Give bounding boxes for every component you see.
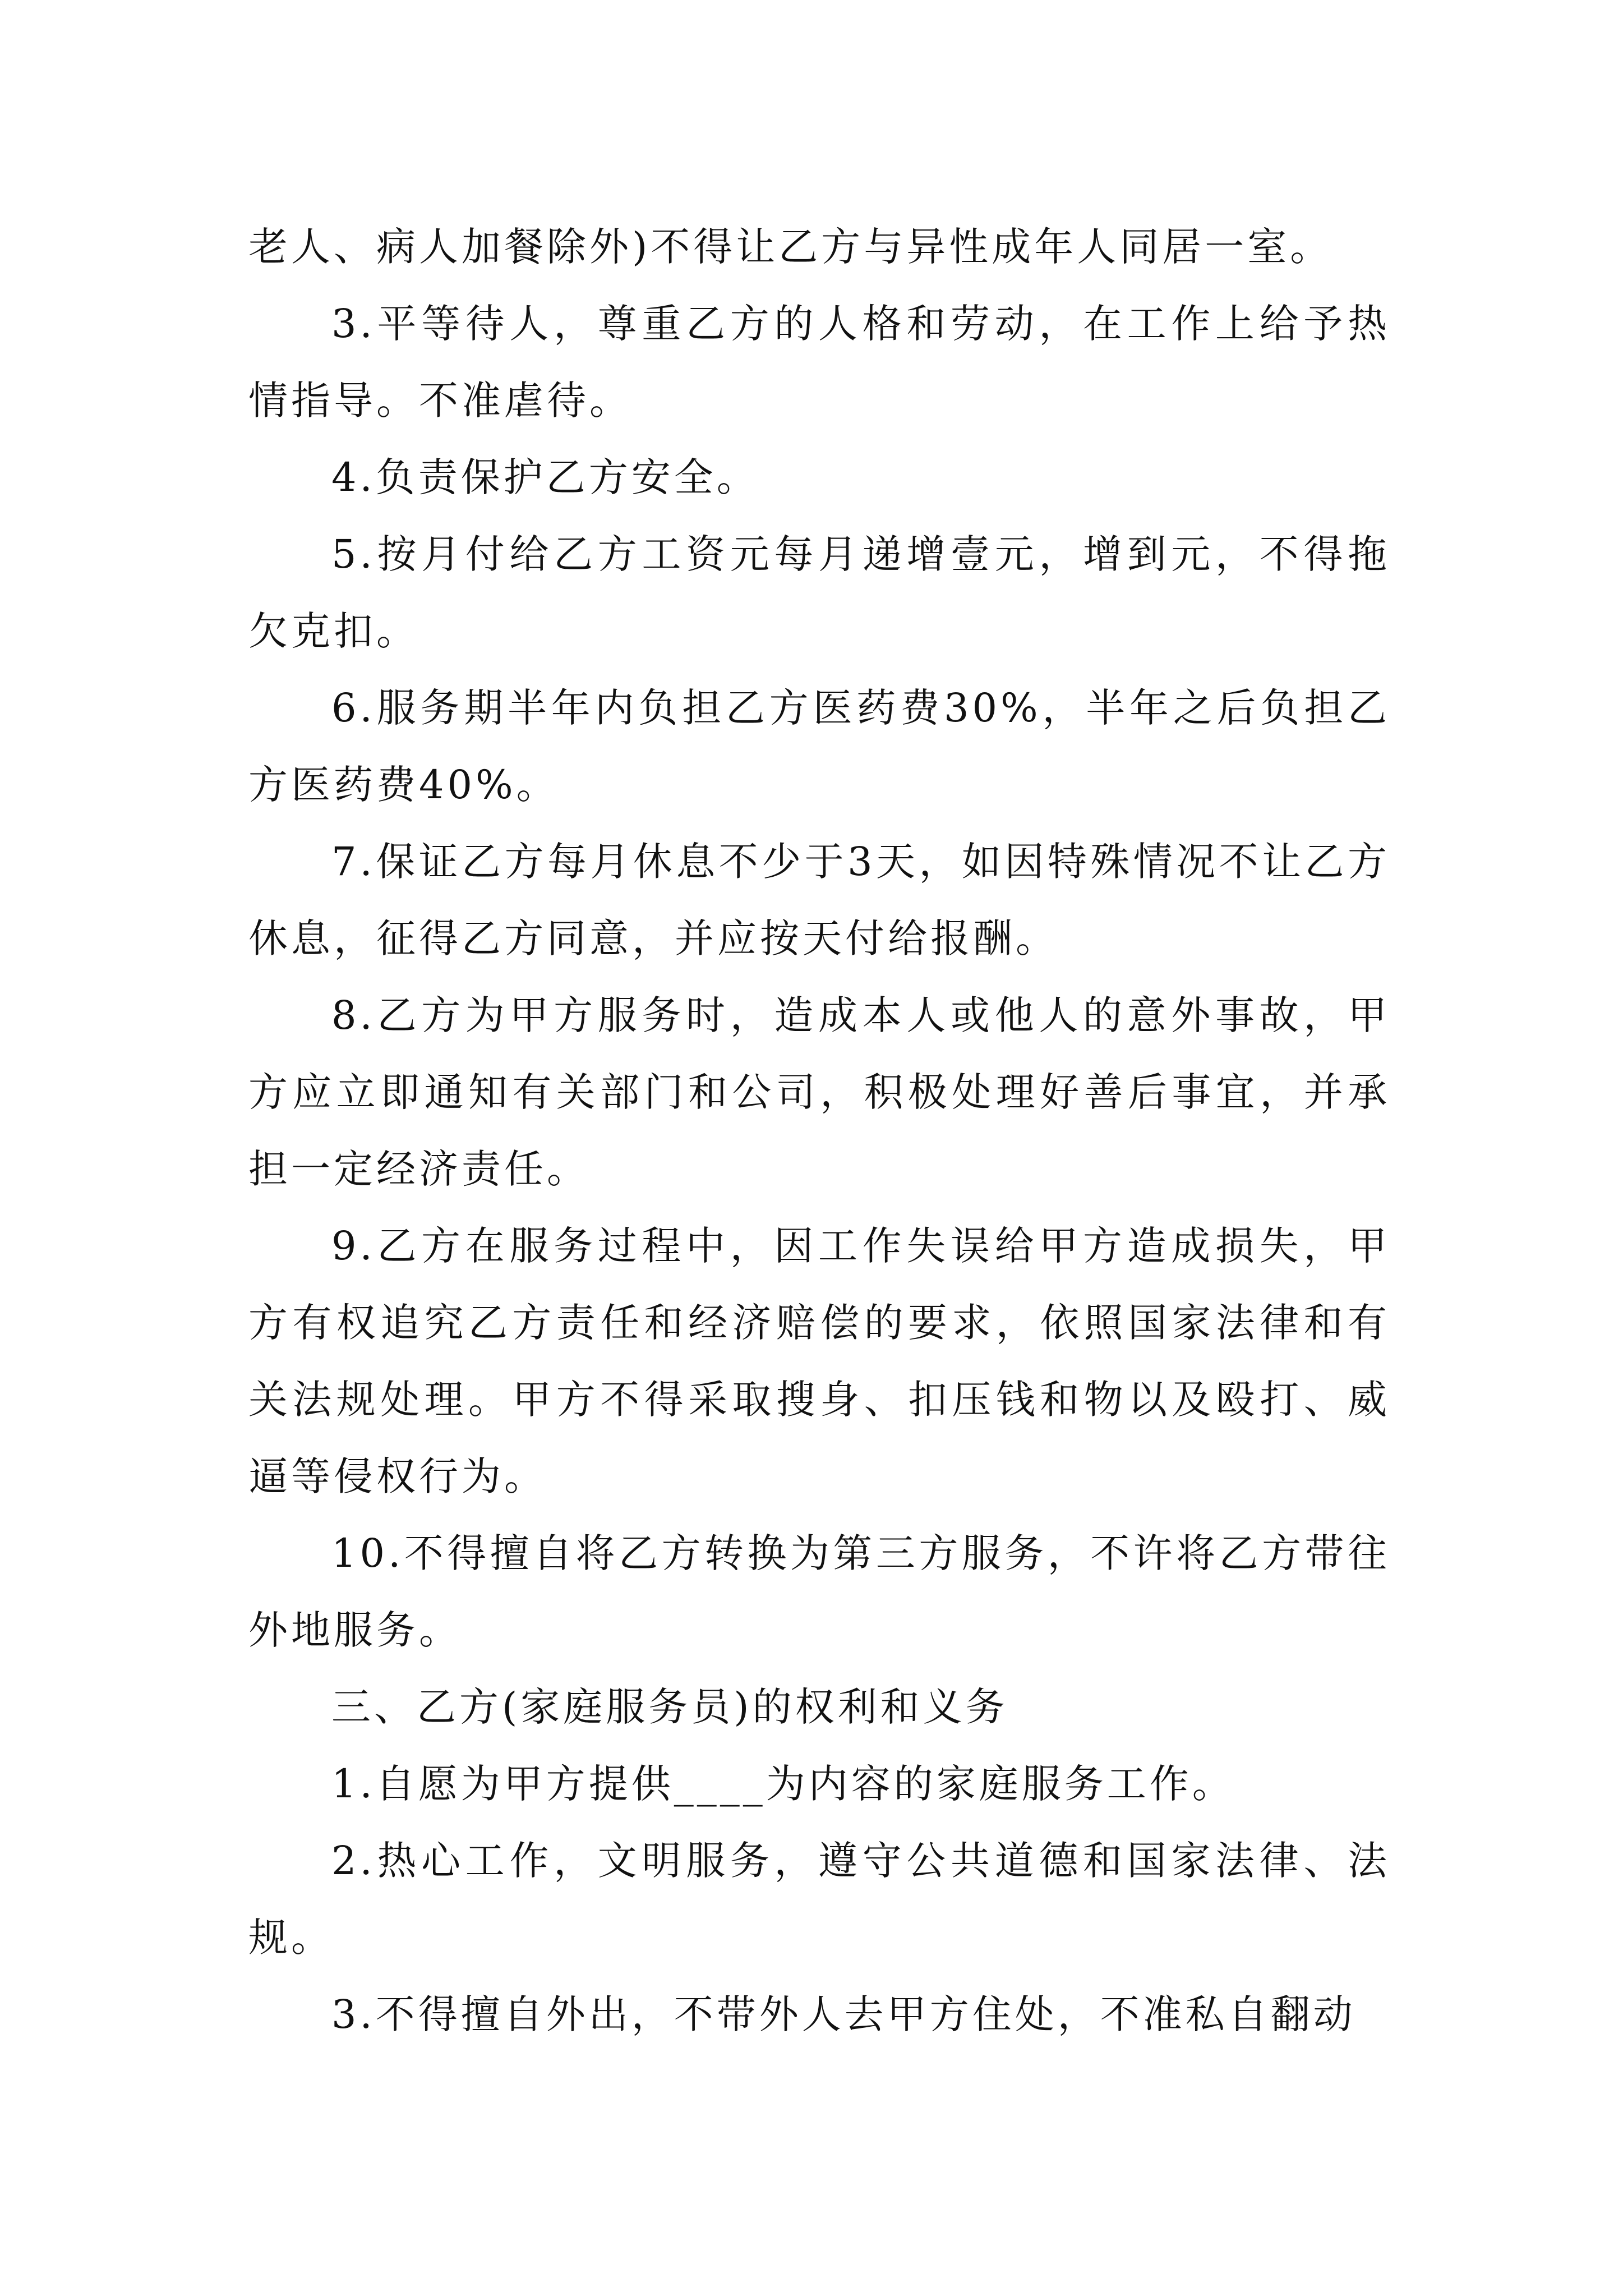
paragraph-b-item-3: 3.不得擅自外出，不带外人去甲方住处，不准私自翻动 bbox=[331, 1991, 1356, 2037]
paragraph-item-3: 3.平等待人，尊重乙方的人格和劳动，在工作上给予热情指导。不准虐待。 bbox=[248, 301, 1390, 424]
paragraph-continuation: 老人、病人加餐除外)不得让乙方与异性成年人同居一室。 bbox=[248, 224, 1333, 270]
document-body bbox=[248, 209, 1390, 2053]
paragraph-b-item-1: 1.自愿为甲方提供____为内容的家庭服务工作。 bbox=[331, 1761, 1235, 1807]
paragraph-item-9: 9.乙方在服务过程中，因工作失误给甲方造成损失，甲方有权追究乙方责任和经济赔偿的要求，依照国家法律和有关法规处理。甲方不得采取搜身、扣压钱和物以及殴打、威逼等侵权行为。 bbox=[248, 1223, 1390, 1499]
paragraph-item-10: 10.不得擅自将乙方转换为第三方服务，不许将乙方带往外地服务。 bbox=[248, 1530, 1390, 1653]
paragraph-item-8: 8.乙方为甲方服务时，造成本人或他人的意外事故，甲方应立即通知有关部门和公司，积极处理好善后事宜，并承担一定经济责任。 bbox=[248, 992, 1390, 1192]
paragraph-item-7: 7.保证乙方每月休息不少于3天，如因特殊情况不让乙方休息，征得乙方同意，并应按天付给报酬。 bbox=[248, 839, 1390, 961]
paragraph-b-item-2: 2.热心工作，文明服务，遵守公共道德和国家法律、法规。 bbox=[248, 1838, 1390, 1961]
section-heading-party-b-rights: 三、乙方(家庭服务员)的权利和义务 bbox=[331, 1684, 1008, 1730]
paragraph-item-6: 6.服务期半年内负担乙方医药费30%，半年之后负担乙方医药费40%。 bbox=[248, 685, 1390, 808]
paragraph-item-5: 5.按月付给乙方工资元每月递增壹元，增到元，不得拖欠克扣。 bbox=[248, 531, 1390, 654]
paragraph-item-4: 4.负责保护乙方安全。 bbox=[331, 454, 759, 500]
